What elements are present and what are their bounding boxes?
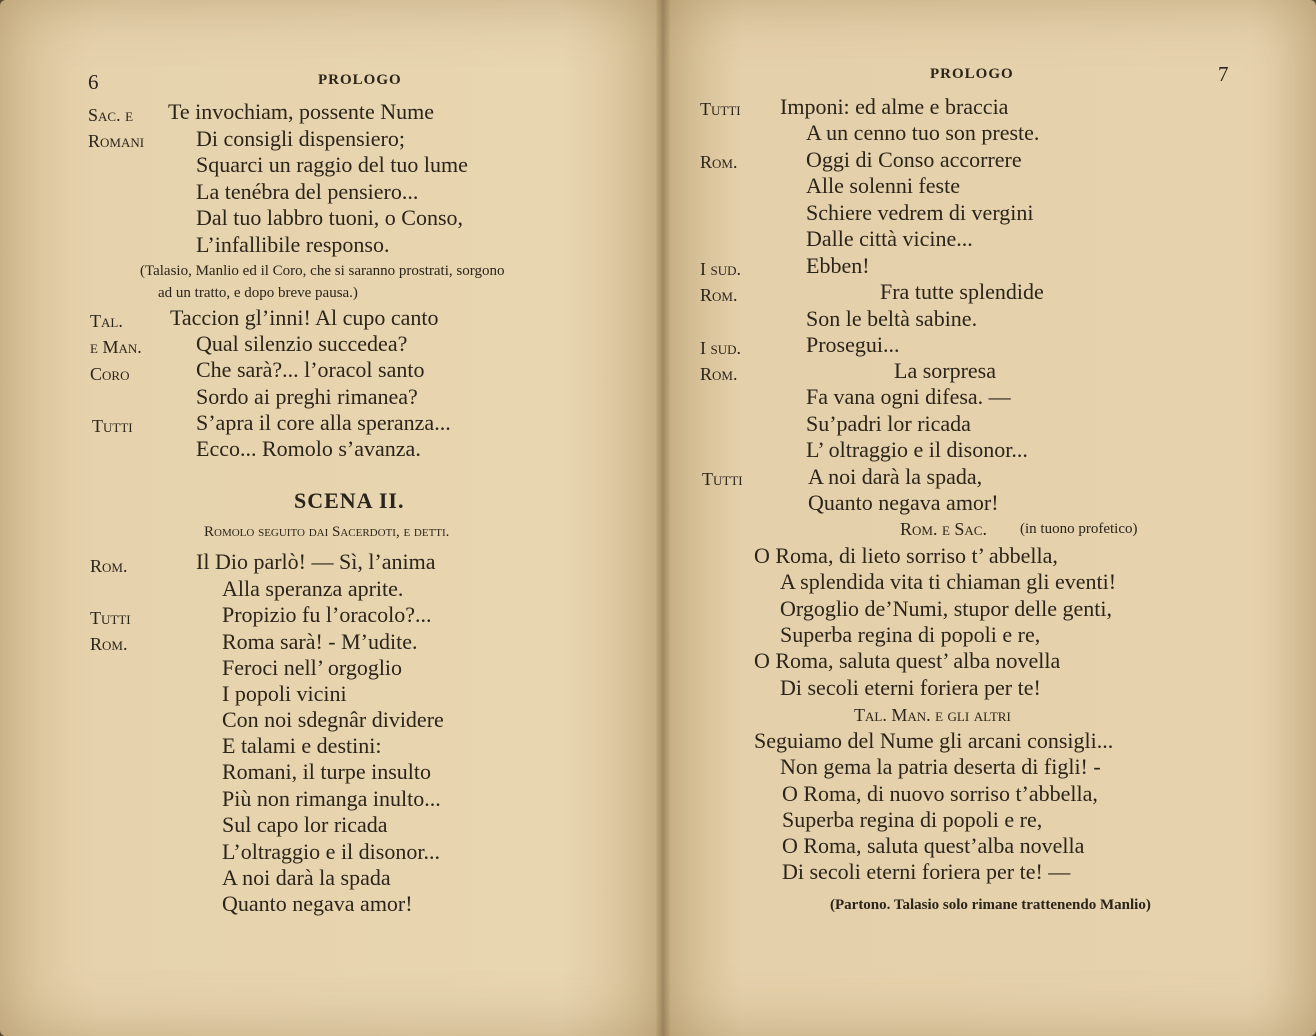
speaker-sac: Sac. e <box>88 105 134 125</box>
verse-line: Con noi sdegnâr dividere <box>222 707 444 732</box>
verse-line: Di consigli dispensiero; <box>196 126 405 151</box>
verse-line: Propizio fu l’oracolo?... <box>222 602 432 627</box>
verse-line: A un cenno tuo son preste. <box>806 120 1040 145</box>
verse-line: A splendida vita ti chiaman gli eventi! <box>780 569 1117 594</box>
speaker-isud: I sud. <box>700 338 742 358</box>
verse-line: O Roma, saluta quest’ alba novella <box>754 648 1061 673</box>
verse-line: Quanto negava amor! <box>808 490 999 515</box>
verse-line: Su’padri lor ricada <box>806 411 971 436</box>
scene-heading: SCENA II. <box>294 488 405 513</box>
speaker-rom: Rom. <box>90 556 128 576</box>
verse-line: Sordo ai preghi rimanea? <box>196 384 418 409</box>
verse-line: Son le beltà sabine. <box>806 306 978 331</box>
verse-line: E talami e destini: <box>222 733 382 758</box>
verse-line: Superba regina di popoli e re, <box>780 622 1041 647</box>
speaker-tal: Tal. <box>90 311 123 331</box>
page-number: 7 <box>1218 62 1229 86</box>
speaker-tutti: Tutti <box>92 416 133 436</box>
speaker-isud: I sud. <box>700 259 742 279</box>
verse-line: Dal tuo labbro tuoni, o Conso, <box>196 205 464 230</box>
verse-line: Imponi: ed alme e braccia <box>780 94 1009 119</box>
verse-line: O Roma, di lieto sorriso t’ abbella, <box>754 543 1058 568</box>
verse-line: Che sarà?... l’oracol santo <box>196 357 425 382</box>
right-page <box>662 0 1316 1036</box>
speaker-tutti: Tutti <box>702 469 743 489</box>
verse-line: Fa vana ogni difesa. — <box>806 384 1011 409</box>
speaker-tutti: Tutti <box>90 608 131 628</box>
verse-line: A noi darà la spada, <box>808 464 983 489</box>
verse-line: Sul capo lor ricada <box>222 812 388 837</box>
verse-line: Oggi di Conso accorrere <box>806 147 1022 172</box>
verse-line: Di secoli eterni foriera per te! — <box>782 859 1071 884</box>
verse-line: Qual silenzio succedea? <box>196 331 408 356</box>
verse-line: L’ oltraggio e il disonor... <box>806 437 1028 462</box>
verse-line: Dalle città vicine... <box>806 226 973 251</box>
running-head: PROLOGO <box>318 72 402 88</box>
speaker-coro: Coro <box>90 364 130 384</box>
speaker-rom: Rom. <box>700 364 738 384</box>
stage-direction: ad un tratto, e dopo breve pausa.) <box>158 285 358 301</box>
verse-line: Romani, il turpe insulto <box>222 759 431 784</box>
speaker-tutti: Tutti <box>700 99 741 119</box>
speaker-man: e Man. <box>90 337 142 357</box>
verse-line: Quanto negava amor! <box>222 891 413 916</box>
verse-line: A noi darà la spada <box>222 865 391 890</box>
verse-line: Feroci nell’ orgoglio <box>222 655 403 680</box>
verse-line: Squarci un raggio del tuo lume <box>196 152 468 177</box>
stage-direction: (in tuono profetico) <box>1020 521 1138 537</box>
verse-line: La tenébra del pensiero... <box>196 179 419 204</box>
verse-line: S’apra il core alla speranza... <box>196 410 451 435</box>
verse-line: Alla speranza aprite. <box>222 576 404 601</box>
verse-line: I popoli vicini <box>222 681 347 706</box>
stage-direction: (Talasio, Manlio ed il Coro, che si saranno prostrati, sorgono <box>140 263 505 279</box>
verse-line: Schiere vedrem di vergini <box>806 200 1034 225</box>
running-head: PROLOGO <box>930 66 1014 82</box>
speaker-heading-tal-man: Tal. Man. e gli altri <box>854 705 1011 725</box>
verse-line: Roma sarà! - M’udite. <box>222 629 418 654</box>
verse-line: L’oltraggio e il disonor... <box>222 839 440 864</box>
verse-line: Seguiamo del Nume gli arcani consigli... <box>754 728 1114 753</box>
verse-line: Te invochiam, possente Nume <box>168 99 435 124</box>
speaker-rom: Rom. <box>700 285 738 305</box>
speaker-rom: Rom. <box>700 152 738 172</box>
verse-line: La sorpresa <box>894 358 997 383</box>
verse-line: O Roma, saluta quest’alba novella <box>782 833 1085 858</box>
page-number: 6 <box>88 70 99 94</box>
verse-line: Fra tutte splendide <box>880 279 1044 304</box>
verse-line: L’infallibile responso. <box>196 232 390 257</box>
speaker-romani: Romani <box>88 131 145 151</box>
scene-direction: Romolo seguito dai Sacerdoti, e detti. <box>204 524 450 540</box>
verse-line: O Roma, di nuovo sorriso t’abbella, <box>782 781 1098 806</box>
book-gutter <box>656 0 670 1036</box>
stage-direction: (Partono. Talasio solo rimane trattenendo Manlio) <box>830 897 1151 913</box>
verse-line: Più non rimanga inulto... <box>222 786 441 811</box>
verse-line: Superba regina di popoli e re, <box>782 807 1043 832</box>
verse-line: Non gema la patria deserta di figli! - <box>780 754 1101 779</box>
verse-line: Il Dio parlò! — Sì, l’anima <box>196 549 436 574</box>
verse-line: Prosegui... <box>806 332 900 357</box>
verse-line: Orgoglio de’Numi, stupor delle genti, <box>780 596 1112 621</box>
verse-line: Taccion gl’inni! Al cupo canto <box>170 305 439 330</box>
speaker-rom: Rom. <box>90 634 128 654</box>
verse-line: Di secoli eterni foriera per te! <box>780 675 1041 700</box>
verse-line: Ebben! <box>806 253 870 278</box>
verse-line: Ecco... Romolo s’avanza. <box>196 436 421 461</box>
verse-line: Alle solenni feste <box>806 173 960 198</box>
speaker-heading-rom-sac: Rom. e Sac. <box>900 519 987 539</box>
